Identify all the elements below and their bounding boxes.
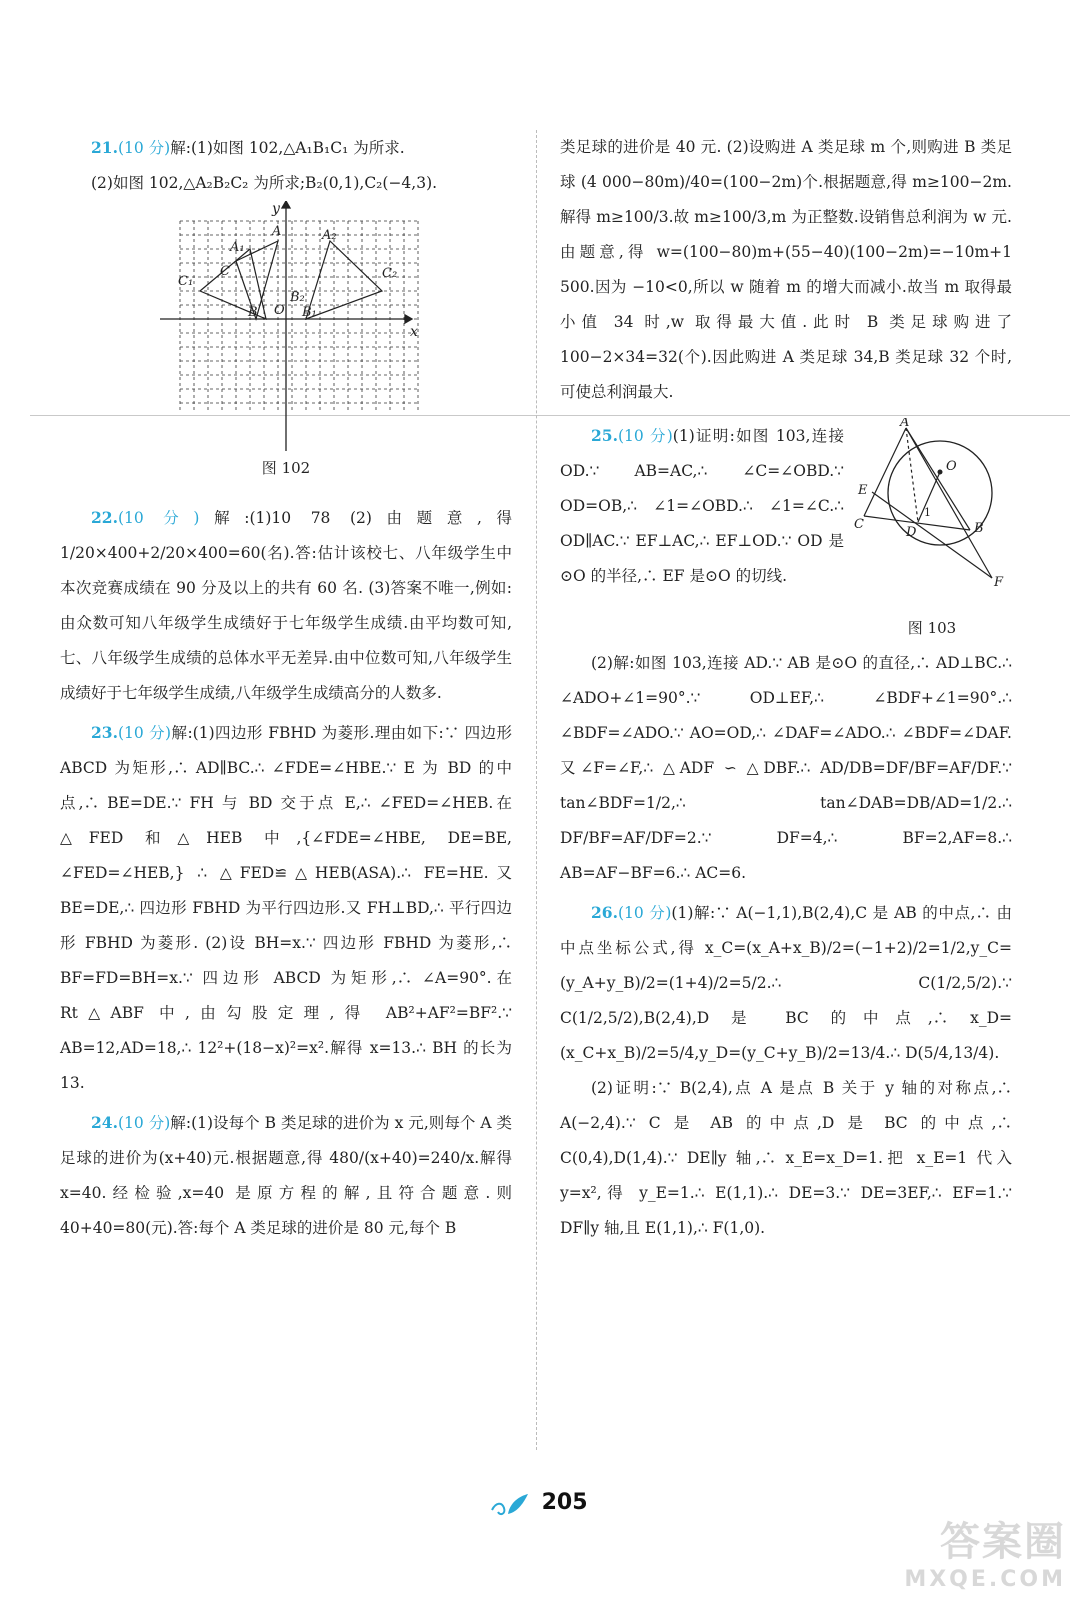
origin-label: O [274,303,285,318]
right-column [560,130,1012,1246]
q26-part2: (2)证明:∵ B(2,4),点 A 是点 B 关于 y 轴的对称点,∴ A(−2,4).∵ C 是 AB 的中点,D 是 BC 的中点,∴ C(0,4),D(1,4).∵ DE∥y 轴,∴ x_E=x_D=1.把 x_E=1 代入 y=x²,得 y_E=1.∴ E(1,1).∴ DE=3.∵ DE=3EF,∴ EF=1.∵ DF∥y 轴,且 E(1,1),∴ F(1,0). [560,1079,1012,1237]
q21-number: 21. [91,138,118,157]
q23-number: 23. [91,723,118,742]
point-label: C₁ [178,274,194,289]
q21-points: (10 分) [117,139,171,157]
watermark [904,1510,1066,1592]
fig103-label: 1 [924,506,931,519]
point-label: B₁ [302,305,317,320]
figure-103-caption: 图 103 [907,619,957,637]
figure-103 [852,418,1012,598]
column-divider [536,130,537,1450]
point-label: A [272,224,282,239]
q25-part2: (2)解:如图 103,连接 AD.∵ AB 是⊙O 的直径,∴ AD⊥BC.∴ ∠ADO+∠1=90°.∵ OD⊥EF,∴ ∠BDF+∠1=90°.∴ ∠BDF=∠ADO.∵ AO=OD,∴ ∠DAF=∠ADO.∴ ∠BDF=∠DAF.又∠F=∠F,∴ △ADF ∽ △DBF.∴ AD/DB=DF/BF=AF/DF.∵ tan∠BDF=1/2,∴ tan∠DAB=DB/AD=1/2.∴ DF/BF=AF/DF=2.∵ DF=4,∴ BF=2,AF=8.∴ AB=AF−BF=6.∴ AC=6. [560,654,1012,882]
watermark-url: MXQE.COM [904,1567,1066,1592]
point-label: A₁ [230,240,245,255]
watermark-title: 答案圈 [940,1519,1066,1565]
axis-label-y: y [272,201,280,217]
fig103-label: D [906,525,917,540]
q25 [560,418,1012,891]
figure-103-wrapper [852,418,1012,646]
q21-line1 [60,130,512,166]
q22-points: (10 分) [117,509,200,527]
point-label: B₂ [290,290,305,305]
q22-number: 22. [91,508,118,527]
q23-points: (10 分) [117,724,172,742]
fig103-label: B [974,521,984,536]
q24-number: 24. [91,1113,118,1132]
q21-line2: (2)如图 102,△A₂B₂C₂ 为所求;B₂(0,1),C₂(−4,3). [91,174,438,192]
q26-number: 26. [591,903,618,922]
point-label: C [220,264,230,279]
q22 [60,500,512,711]
q25-part1-text: (1)证明:如图 103,连接 OD.∵ AB=AC,∴ ∠C=∠OBD.∵ OD=OB,∴ ∠1=∠OBD.∴ ∠1=∠C.∴ OD∥AC.∵ EF⊥AC,∴ EF⊥OD.∵ OD 是⊙O 的半径,∴ EF 是⊙O 的切线. [560,427,844,585]
q26-part1 [560,895,1012,1071]
axes [160,201,412,451]
q23 [60,715,512,1101]
axis-label-x: x [410,324,418,340]
q22-text: 解:(1)10 78 (2)由题意,得1/20×400+2/20×400=60(名).答:估计该校七、八年级学生中本次竞赛成绩在 90 分及以上的共有 60 名. (3)答案不唯一,例如:由众数可知八年级学生成绩好于七年级学生成绩.由平均数可知,七、八年级学生成绩的总体水平无差异.由中位数可知,八年级学生成绩好于七年级学生成绩,八年级学生成绩高分的人数多. [60,509,512,702]
point-label: B [248,305,258,320]
left-column [60,130,512,1246]
figure-102-caption: 图 102 [261,459,311,477]
q21-text1: 解:(1)如图 102,△A₁B₁C₁ 为所求. [170,139,405,157]
q24 [60,1105,512,1246]
q26-points: (10 分) [617,904,672,922]
triangles [200,241,382,319]
point-label: A₂ [322,228,337,243]
q26-part1-text: (1)解:∵ A(−1,1),B(2,4),C 是 AB 的中点,∴ 由中点坐标公式,得 x_C=(x_A+x_B)/2=(−1+2)/2=1/2,y_C=(y_A+y_B)/2=(1+4)/2=5/2.∴ C(1/2,5/2).∵ C(1/2,5/2),B(2,4),D 是 BC 的中点,∴ x_D=(x_C+x_B)/2=5/4,y_D=(y_C+y_B)/2=13/4.∴ D(5/4,13/4). [560,904,1012,1062]
fig103-label: A [900,418,910,430]
q23-text: 解:(1)四边形 FBHD 为菱形.理由如下:∵ 四边形 ABCD 为矩形,∴ AD∥BC.∴ ∠FDE=∠HBE.∵ E 为 BD 的中点,∴ BE=DE.∵ FH 与 BD 交于点 E,∴ ∠FED=∠HEB.在△FED 和△HEB 中,{∠FDE=∠HBE, DE=BE, ∠FED=∠HEB,} ∴ △FED≌△HEB(ASA).∴ FE=HE.又 BE=DE,∴ 四边形 FBHD 为平行四边形.又 FH⊥BD,∴ 平行四边形 FBHD 为菱形. (2)设 BH=x.∵ 四边形 FBHD 为菱形,∴ BF=FD=BH=x.∵ 四边形 ABCD 为矩形,∴ ∠A=90°.在 Rt△ABF 中,由勾股定理,得 AB²+AF²=BF².∵ AB=12,AD=18,∴ 12²+(18−x)²=x².解得 x=13.∴ BH 的长为 13. [60,724,512,1092]
fig103-label: O [946,459,957,474]
grid [180,221,418,411]
point-label: C₂ [382,266,398,281]
fig103-label: F [994,575,1004,590]
fig103-label: C [854,517,864,532]
q25-points: (10 分) [617,427,673,445]
q24-continued: 类足球的进价是 40 元. (2)设购进 A 类足球 m 个,则购进 B 类足球 (4 000−80m)/40=(100−2m)个.根据题意,得 m≥100−2m.解得 m≥100/3.故 m≥100/3,m 为正整数.设销售总利润为 w 元.由题意,得 w=(100−80)m+(55−40)(100−2m)=−10m+1 500.因为 −10<0,所以 w 随着 m 的增大而减小.故当 m 取得最小值 34 时,w 取得最大值.此时 B 类足球购进了 100−2×34=32(个).因此购进 A 类足球 34,B 类足球 32 个时,可使总利润最大. [560,138,1012,401]
q25-number: 25. [591,426,618,445]
figure-102 [60,201,512,451]
q24-text: 解:(1)设每个 B 类足球的进价为 x 元,则每个 A 类足球的进价为(x+40)元.根据题意,得 480/(x+40)=240/x.解得 x=40.经检验,x=40 是原方程的解,且符合题意.则 40+40=80(元).答:每个 A 类足球的进价是 80 元,每个 B [60,1114,512,1237]
leaf-ornament-icon [490,1492,530,1518]
q24-points: (10 分) [117,1114,171,1132]
fig103-label: E [858,483,868,498]
page-number: 205 [541,1490,588,1515]
